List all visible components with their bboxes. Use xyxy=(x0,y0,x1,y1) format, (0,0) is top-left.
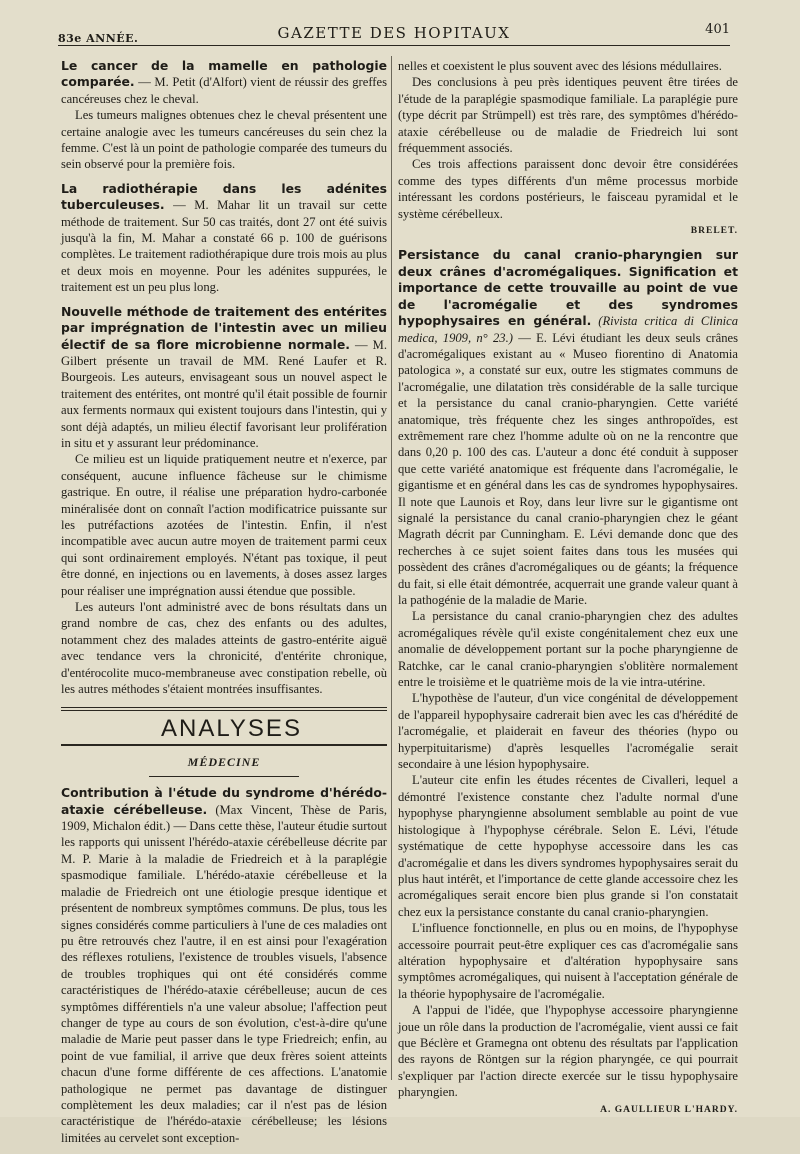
article-title: Nouvelle méthode de traitement des entérites par imprégnation de l'intestin avec un milieu électif de sa flore microbienne normale. xyxy=(61,303,387,352)
page-header xyxy=(58,22,730,44)
analysis-paragraph: L'hypothèse de l'auteur, d'un vice congénital de développement de l'appareil hypophysaire cadrerait bien avec les cas d'hérédité de l'acromégalie, et plaiderait en faveur des théories (hypo ou hyperpituitarisme) d'après lesquelles l'acromégalie serait secondaire à une lésion hypophysaire. xyxy=(398,691,738,772)
analysis-paragraph: L'influence fonctionnelle, en plus ou en moins, de l'hypophyse accessoire pourrait peut-être expliquer ces cas d'acromégalie sans altération hypophysaire et d'altération hypophysaire sans symptômes acromégaliques, qui nuisent à l'acceptation générale de la théorie hypophysaire de l'acromégalie. xyxy=(398,921,738,1001)
article-lead: — M. Petit (d'Alfort) vient de réussir des greffes cancéreuses chez le cheval. xyxy=(61,75,387,106)
right-column xyxy=(398,58,738,1126)
article-cancer xyxy=(61,58,387,173)
article-paragraph: Ce milieu est un liquide pratiquement neutre et n'exerce, par conséquent, aucune influence fâcheuse sur le chimisme gastrique. En outre, il réalise une préparation hydro-carbonée minéralisée dont on connaît l'action modificatrice puissante sur les putréfactions azotées de l'intestin. Enfin, il n'est incompatible avec aucun autre moyen de traitement parmi ceux qui sont ordinairement employés. N'étant pas toxique, il peut être donné, en injections ou en lavements, à doses assez larges pour réaliser une imprégnation aussi étendue que possible. xyxy=(61,452,387,598)
header-rule xyxy=(58,45,730,46)
article-title: Le cancer de la mamelle en pathologie comparée. xyxy=(61,58,387,90)
analysis-lead: (Max Vincent, Thèse de Paris, 1909, Michalon édit.) — Dans cette thèse, l'auteur étudie surtout les rapports qui unissent l'hérédo-ataxie cérébelleuse décrite par M. P. Marie à la maladie de Friedreich et à la paraplégie spasmodique familiale. L'hérédo-ataxie cérébelleuse et la maladie de Friedreich ont une étiologie presque identique et présentent de nombreux symptômes communs. De plus, tous les signes considérés comme particuliers à l'une de ces maladies ont pu être retrouvés chez l'autre, il en est ainsi pour l'exagération des réflexes rotuliens, l'existence de troubles visuels, l'absence de troubles trophiques qui ont été considérés comme caractéristiques de l'hérédo-ataxie cérébelleuse; aucun de ces symptômes différentiels n'a une valeur absolue; l'affection peut changer de type au cours de son évolution, c'est-à-dire qu'une maladie de Marie peut passer dans le type Friedreich; enfin, au point de vue familial, il arrive que deux frères soient atteints chacun d'une forme différente de ces affections. L'anatomie pathologique ne permet pas davantage de distinguer complètement les deux maladies; car il n'est pas de lésion caractéristique de l'hérédo-ataxie cérébelleuse; les lésions limitées au cervelet sont exception- xyxy=(61,802,387,1145)
column-divider xyxy=(391,56,392,1080)
article-lead: — M. Gilbert présente un travail de MM. René Laufer et R. Bourgeois. Les auteurs, envisageant sous un nouvel aspect le traitement des entérites, ont montré qu'il était possible de fournir aux ferments normaux qui existent toujours dans l'intestin, qui y sont déjà adaptés, un milieu électif favorisant leur prolifération in situ et y assurant leur prédominance. xyxy=(61,337,387,450)
analysis-lead: — E. Lévi étudiant les deux seuls crânes d'acromégaliques existant au « Museo fiorentino di Anatomia patologica », a constaté sur eux, outre les stigmates communs de l'acromégalie, une dilatation très considérable de la salle turcique et la persistance du canal cranio-pharyngien. Cette variété anatomique, très fréquente chez les singes anthropoïdes, est extrêmement rare chez l'homme adulte où on ne la rencontre que dans 0,20 p. 100 des cas. L'auteur a donc été conduit à supposer que cette variété anatomique est fréquente dans l'acromégalie, le gigantisme et en général dans les cas de syndromes hypophysaires. Il note que Launois et Roy, dans leur livre sur le gigantisme ont signalé la persistance du canal cranio-pharyngien chez le géant Magrath décrit par Cunningham. E. Lévi demande donc que des recherches à ce sujet soient faites dans tous les musées qui possèdent des crânes d'acromégaliques ou de géants; la fréquence du fait, si elle était démontrée, acquerrait une grande valeur quant à la pathogénie de la maladie de Marie. xyxy=(398,330,739,607)
article-title: La radiothérapie dans les adénites tuberculeuses. xyxy=(61,180,387,213)
article-enterites xyxy=(61,304,387,698)
analysis-heredo-ataxie xyxy=(61,785,387,1146)
analysis-title: Contribution à l'étude du syndrome d'hérédo-ataxie cérébelleuse. xyxy=(61,785,387,817)
subsection-rule xyxy=(149,776,299,777)
analysis-heredo-ataxie-continued xyxy=(398,58,738,239)
article-lead: — M. Mahar lit un travail sur cette méthode de traitement. Sur 50 cas traités, dont 27 ont été suivis jusqu'à la fin, M. Mahar a constaté 66 p. 100 de guérisons complètes. Le traitement radiothérapique dure trois mois au plus et deux mois en moyenne. Pour les adénites suppurées, le traitement est un peu plus long. xyxy=(61,198,387,295)
analysis-paragraph: Ces trois affections paraissent donc devoir être considérées comme des types différents d'un même processus morbide intéressant les cordons postérieurs, le faisceau pyramidal et le système cérébelleux. xyxy=(398,157,738,221)
section-title: ANALYSES xyxy=(161,715,302,743)
analysis-paragraph: Des conclusions à peu près identiques peuvent être tirées de l'étude de la paraplégie spasmodique familiale. La paraplégie pure (type décrit par Strümpell) est très rare, des symptômes d'hérédo-ataxie cérébelleuse ou de maladie de Friedreich lui sont fréquemment associés. xyxy=(398,75,738,156)
author-signature: BRELET. xyxy=(690,226,738,237)
article-paragraph: Les auteurs l'ont administré avec de bons résultats dans un grand nombre de cas, chez des enfants ou des adultes, notamment chez des malades atteints de gastro-entérite aiguë avec tendance vers la chronicité, d'entérite chronique, d'entérocolite muco-membraneuse avec constipation rebelle, où les autres méthodes s'étaient montrées insuffisantes. xyxy=(61,600,387,697)
section-rule-bottom xyxy=(61,744,387,746)
subsection-title: MÉDECINE xyxy=(187,754,261,769)
analysis-continuation: nelles et coexistent le plus souvent avec des lésions médullaires. xyxy=(398,59,722,73)
journal-title: GAZETTE DES HOPITAUX xyxy=(277,24,511,42)
page-number: 401 xyxy=(705,22,730,37)
analysis-paragraph: La persistance du canal cranio-pharyngien chez des adultes acromégaliques révèle qu'il existe congénitalement chez eux une anomalie de développement portant sur la poche pharyngienne de Ratchke, car le canal cranio-pharyngien s'oblitère normalement entre le troisième et le quatrième mois de la vie intra-utérine. xyxy=(398,609,738,690)
analysis-title: Persistance du canal cranio-pharyngien sur deux crânes d'acromégaliques. Signification et importance de cette trouvaille au point de vue de l'acromégalie et des syndromes hypophysaires en général. xyxy=(398,247,738,329)
year-label: 83e ANNÉE. xyxy=(58,32,139,45)
article-paragraph: Les tumeurs malignes obtenues chez le cheval présentent une certaine analogie avec les tumeurs cancéreuses du sein chez la femme. C'est là un point de pathologie comparée des tumeurs du sein observé pour la première fois. xyxy=(61,108,387,172)
analysis-cranio-pharyngien xyxy=(398,247,738,1118)
analysis-citation: (Rivista critica di Clinica medica, 1909, n° 23.) xyxy=(398,314,738,345)
left-column xyxy=(61,58,387,1154)
analysis-paragraph: L'auteur cite enfin les études récentes de Civalleri, lequel a démontré l'existence constante chez l'adulte normal d'une hypophyse pharyngienne absolument semblable au point de vue histologique à l'hypophyse cérébrale. Selon E. Lévi, l'étude systématique de cette hypophyse accessoire dans les cas d'acromégalie et dans les divers syndromes hypophysaires serait du plus haut intérêt, et l'importance de cette glande accessoire chez les acromégaliques serait encore bien plus grande si l'on constatait chez eux la persistance constante du canal cranio-pharyngien. xyxy=(398,773,738,919)
article-radiotherapie xyxy=(61,181,387,296)
analysis-paragraph: A l'appui de l'idée, que l'hypophyse accessoire pharyngienne joue un rôle dans la production de l'acromégalie, vient aussi ce fait que Béclère et Gramegna ont obtenu des résultats par l'application des rayons de Röntgen sur la région pharyngée, ce qui pourrait s'expliquer par l'action directe exercée sur le tissu hypophysaire pharyngien. xyxy=(398,1003,738,1100)
section-rule-top xyxy=(61,707,387,711)
author-signature: A. GAULLIEUR L'HARDY. xyxy=(600,1104,738,1115)
